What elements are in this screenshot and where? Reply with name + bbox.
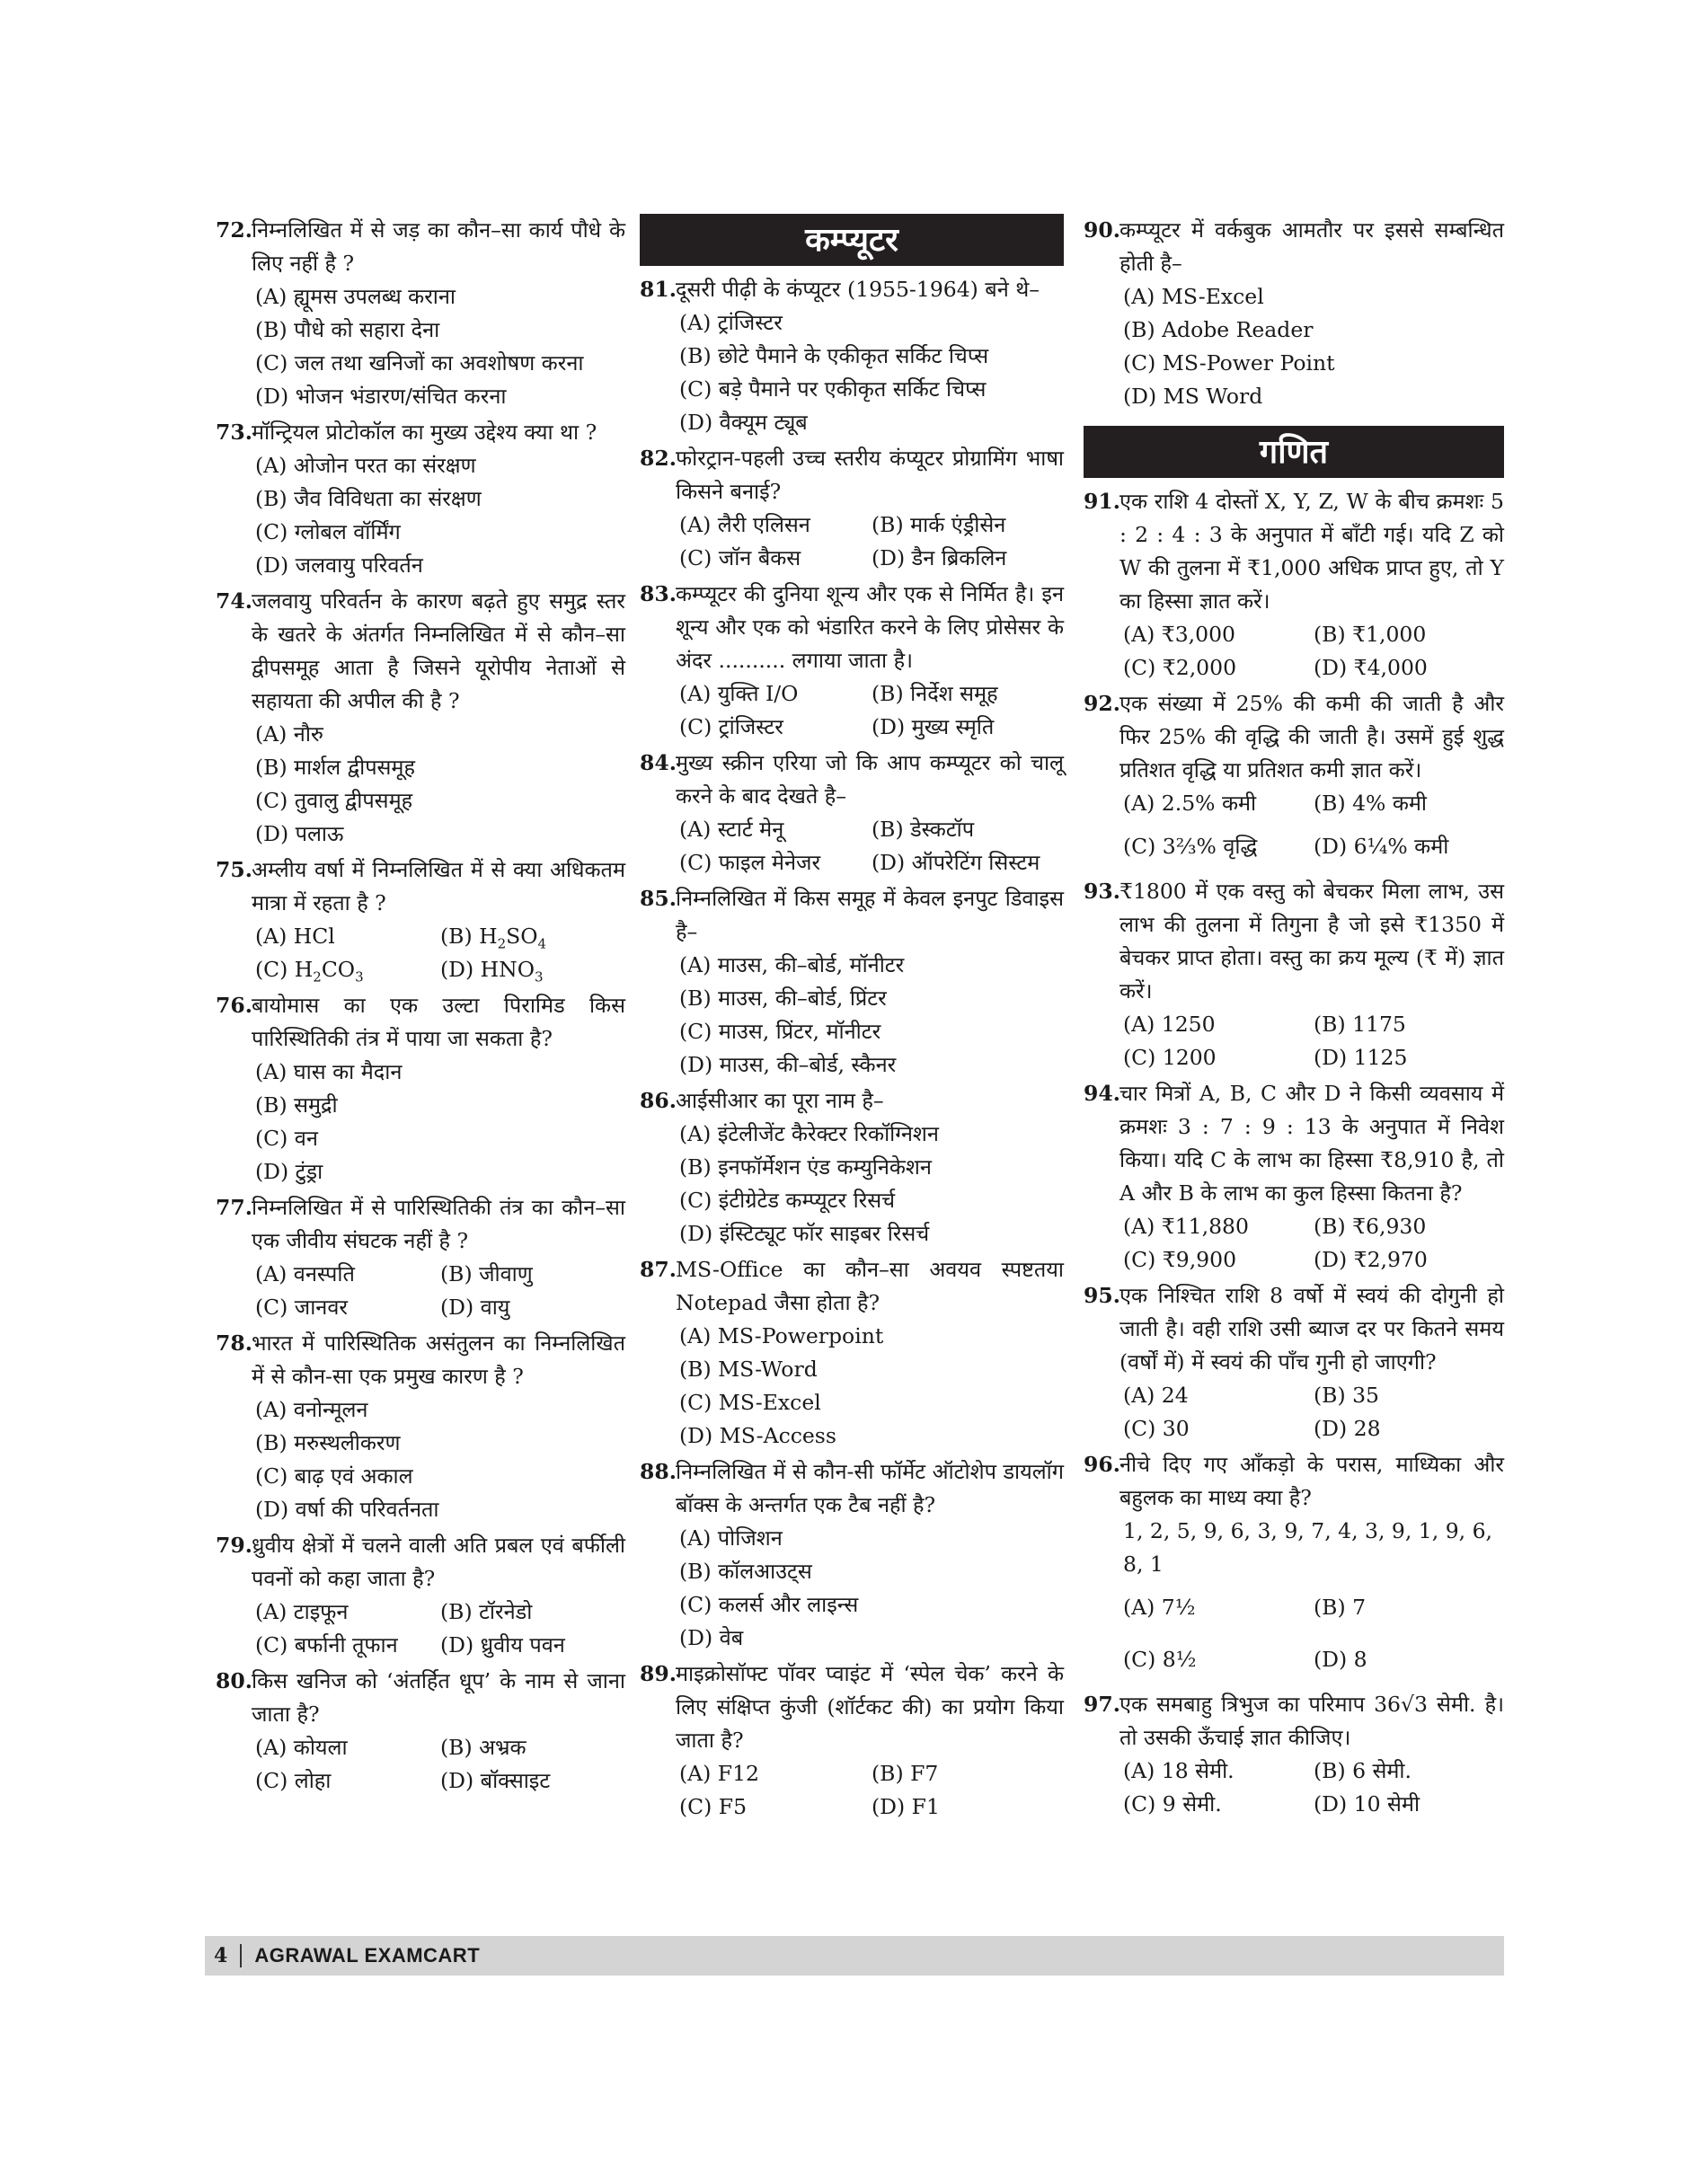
question-text: चार मित्रों A, B, C और D ने किसी व्यवसाय में क्रमशः 3 : 7 : 9 : 13 के अनुपात में निवेश किया। यदि C के लाभ का हिस्सा ₹8,910 है, तो A और B के लाभ का कुल हिस्सा कितना है? xyxy=(1119,1081,1504,1206)
formula-text: (D) HNO xyxy=(440,957,535,982)
option-c: (C) 8½ xyxy=(1123,1647,1197,1672)
question-text: ₹1800 में एक वस्तु को बेचकर मिला लाभ, उस लाभ की तुलना में तिगुना है जो इसे ₹1350 में बेचकर प्राप्त होता। वस्तु का क्रय मूल्य (₹ में) ज्ञात करें। xyxy=(1119,879,1504,1003)
option-c: (C) कलर्स और लाइन्स xyxy=(679,1592,859,1617)
option-c: (C) MS-Excel xyxy=(679,1390,821,1415)
option-d: (D) माउस, की–बोर्ड, स्कैनर xyxy=(679,1052,897,1077)
question-75 xyxy=(216,853,625,986)
option-c: (C) 9 सेमी. xyxy=(1123,1791,1222,1817)
option-c: (C) ट्रांजिस्टर xyxy=(679,714,783,739)
option-b: (B) पौधे को सहारा देना xyxy=(255,317,440,342)
option-b: (B) छोटे पैमाने के एकीकृत सर्किट चिप्स xyxy=(679,343,989,368)
option-d: (D) 28 xyxy=(1314,1416,1381,1441)
question-84 xyxy=(640,747,1064,880)
option-b xyxy=(440,920,625,953)
option-b: (B) F7 xyxy=(872,1761,939,1786)
option-d: (D) 6¼% कमी xyxy=(1314,834,1449,859)
question-number: 93. xyxy=(1084,879,1120,904)
data-series: 1, 2, 5, 9, 6, 3, 9, 7, 4, 3, 9, 1, 9, 6, 8, 1 xyxy=(1123,1518,1493,1577)
question-text: एक निश्चित राशि 8 वर्षो में स्वयं की दोगुनी हो जाती है। वही राशि उसी ब्याज दर पर कितने समय (वर्षों में) में स्वयं की पाँच गुनी हो जाएगी? xyxy=(1119,1283,1504,1375)
question-73 xyxy=(216,416,625,582)
question-text: मॉन्ट्रियल प्रोटोकॉल का मुख्य उद्देश्य क्या था ? xyxy=(252,420,597,445)
option-b: (B) मार्क एंड्रीसेन xyxy=(872,512,1006,537)
question-number: 87. xyxy=(640,1257,677,1282)
question-87 xyxy=(640,1253,1064,1453)
question-number: 95. xyxy=(1084,1283,1120,1308)
subscript: 3 xyxy=(355,968,364,986)
question-text: निम्नलिखित में किस समूह में केवल इनपुट डिवाइस है– xyxy=(676,886,1064,944)
option-c: (C) जानवर xyxy=(255,1295,349,1320)
option-a: (A) पोजिशन xyxy=(679,1525,783,1551)
option-d: (D) F1 xyxy=(872,1794,940,1819)
option-b: (B) इनफॉर्मेशन एंड कम्युनिकेशन xyxy=(679,1154,932,1180)
option-b: (B) 7 xyxy=(1314,1595,1367,1620)
option-d: (D) डैन ब्रिकलिन xyxy=(872,545,1007,570)
question-text: माइक्रोसॉफ्ट पॉवर प्वाइंट में ‘स्पेल चेक’ करने के लिए संक्षिप्त कुंजी (शॉर्टकट की) का प्रयोग किया जाता है? xyxy=(676,1661,1064,1753)
option-a: (A) युक्ति I/O xyxy=(679,681,799,706)
option-b: (B) 6 सेमी. xyxy=(1314,1758,1412,1783)
question-text: भारत में पारिस्थितिक असंतुलन का निम्नलिखित में से कौन-सा एक प्रमुख कारण है ? xyxy=(252,1330,625,1389)
question-number: 80. xyxy=(216,1668,252,1693)
option-d: (D) पलाऊ xyxy=(255,821,344,846)
option-a: (A) कोयला xyxy=(255,1735,348,1760)
footer-divider xyxy=(240,1944,242,1967)
option-c: (C) जल तथा खनिजों का अवशोषण करना xyxy=(255,350,584,376)
subscript: 2 xyxy=(497,935,507,952)
question-86 xyxy=(640,1084,1064,1251)
option-b: (B) 35 xyxy=(1314,1383,1379,1408)
question-77 xyxy=(216,1191,625,1324)
question-85 xyxy=(640,882,1064,1082)
option-c: (C) ₹2,000 xyxy=(1123,655,1237,680)
option-a: (A) लैरी एलिसन xyxy=(679,512,810,537)
question-76 xyxy=(216,989,625,1189)
option-c: (C) वन xyxy=(255,1126,318,1151)
option-d: (D) मुख्य स्मृति xyxy=(872,714,995,739)
question-text: एक समबाहु त्रिभुज का परिमाप 36√3 सेमी. है। तो उसकी ऊँचाई ज्ञात कीजिए। xyxy=(1119,1692,1504,1750)
question-text: किस खनिज को ‘अंतर्हित धूप’ के नाम से जाना जाता है? xyxy=(252,1668,625,1727)
question-text: आईसीआर का पूरा नाम है– xyxy=(676,1088,884,1113)
question-92 xyxy=(1084,687,1504,872)
question-88 xyxy=(640,1455,1064,1655)
option-d: (D) जलवायु परिवर्तन xyxy=(255,553,423,578)
option-a: (A) ह्यूमस उपलब्ध कराना xyxy=(255,284,456,309)
question-number: 76. xyxy=(216,993,252,1018)
option-a: (A) घास का मैदान xyxy=(255,1059,403,1084)
question-text: ध्रुवीय क्षेत्रों में चलने वाली अति प्रबल एवं बर्फीली पवनों को कहा जाता है? xyxy=(252,1533,625,1591)
option-b: (B) जीवाणु xyxy=(440,1261,533,1286)
question-79 xyxy=(216,1529,625,1662)
option-c: (C) लोहा xyxy=(255,1768,332,1793)
question-number: 92. xyxy=(1084,691,1120,716)
option-b: (B) ₹1,000 xyxy=(1314,622,1427,647)
section-heading-computer: कम्प्यूटर xyxy=(640,214,1064,266)
question-97 xyxy=(1084,1688,1504,1821)
option-a: (A) MS-Excel xyxy=(1123,284,1264,309)
formula-text: CO xyxy=(321,957,356,982)
option-d: (D) MS Word xyxy=(1123,384,1263,409)
option-b: (B) कॉलआउट्स xyxy=(679,1559,812,1584)
page-number: 4 xyxy=(214,1944,228,1967)
question-text: अम्लीय वर्षा में निम्नलिखित में से क्या अधिकतम मात्रा में रहता है ? xyxy=(252,857,625,915)
option-d: (D) 1125 xyxy=(1314,1045,1408,1070)
option-a: (A) स्टार्ट मेनू xyxy=(679,817,784,842)
option-c: (C) बर्फानी तूफान xyxy=(255,1632,398,1658)
question-number: 73. xyxy=(216,420,252,445)
option-a: (A) वनोन्मूलन xyxy=(255,1397,368,1422)
question-text: फोरट्रान-पहली उच्च स्तरीय कंप्यूटर प्रोग्रामिंग भाषा किसने बनाई? xyxy=(676,446,1064,504)
option-b: (B) मरुस्थलीकरण xyxy=(255,1430,401,1455)
option-c: (C) तुवालु द्वीपसमूह xyxy=(255,788,413,813)
option-d: (D) 8 xyxy=(1314,1647,1367,1672)
column-3 xyxy=(1084,214,1504,1824)
option-c: (C) 30 xyxy=(1123,1416,1190,1441)
question-number: 89. xyxy=(640,1661,677,1686)
option-d: (D) वेब xyxy=(679,1625,744,1650)
option-d: (D) बॉक्साइट xyxy=(440,1768,551,1793)
option-c: (C) बड़े पैमाने पर एकीकृत सर्किट चिप्स xyxy=(679,376,987,402)
option-d: (D) इंस्टिट्यूट फॉर साइबर रिसर्च xyxy=(679,1221,930,1246)
option-b: (B) मार्शल द्वीपसमूह xyxy=(255,755,415,780)
question-number: 90. xyxy=(1084,217,1120,243)
question-number: 82. xyxy=(640,446,677,471)
question-number: 91. xyxy=(1084,489,1120,514)
option-b: (B) निर्देश समूह xyxy=(872,681,998,706)
question-text: निम्नलिखित में से कौन-सी फॉर्मेट ऑटोशेप डायलॉग बॉक्स के अन्तर्गत एक टैब नहीं है? xyxy=(676,1459,1064,1517)
option-a: (A) 18 सेमी. xyxy=(1123,1758,1235,1783)
option-c: (C) ₹9,900 xyxy=(1123,1247,1237,1272)
option-d: (D) MS-Access xyxy=(679,1423,836,1448)
option-b: (B) अभ्रक xyxy=(440,1735,527,1760)
option-c: (C) MS-Power Point xyxy=(1123,350,1335,376)
question-text: जलवायु परिवर्तन के कारण बढ़ते हुए समुद्र स्तर के खतरे के अंतर्गत निम्नलिखित में से कौन–सा द्वीपसमूह आता है जिसने यूरोपीय नेताओं से सहायता की अपील की है ? xyxy=(252,588,625,713)
option-b: (B) माउस, की–बोर्ड, प्रिंटर xyxy=(679,986,887,1011)
option-d: (D) ध्रुवीय पवन xyxy=(440,1632,565,1658)
question-number: 94. xyxy=(1084,1081,1120,1106)
option-a: (A) 2.5% कमी xyxy=(1123,791,1257,816)
option-d: (D) वैक्यूम ट्यूब xyxy=(679,410,808,435)
option-a: (A) ट्रांजिस्टर xyxy=(679,310,783,335)
column-2 xyxy=(640,214,1064,1826)
option-c xyxy=(255,953,440,986)
option-b: (B) 4% कमी xyxy=(1314,791,1428,816)
question-text: दूसरी पीढ़ी के कंप्यूटर (1955-1964) बने थे– xyxy=(676,277,1040,302)
question-text: बायोमास का एक उल्टा पिरामिड किस पारिस्थितिकी तंत्र में पाया जा सकता है? xyxy=(252,993,625,1051)
option-a: (A) F12 xyxy=(679,1761,759,1786)
question-text: नीचे दिए गए आँकड़ो के परास, माध्यिका और बहुलक का माध्य क्या है? xyxy=(1119,1452,1504,1510)
option-d: (D) वर्षा की परिवर्तनता xyxy=(255,1497,439,1522)
option-a: (A) HCl xyxy=(255,924,335,949)
question-text: कम्प्यूटर की दुनिया शून्य और एक से निर्मित है। इन शून्य और एक को भंडारित करने के लिए प्रोसेसर के अंदर .......... लगाया जाता है। xyxy=(676,581,1064,673)
question-78 xyxy=(216,1327,625,1526)
question-94 xyxy=(1084,1077,1504,1277)
option-d: (D) भोजन भंडारण/संचित करना xyxy=(255,384,507,409)
question-74 xyxy=(216,585,625,851)
column-1 xyxy=(216,214,625,1800)
option-d: (D) 10 सेमी xyxy=(1314,1791,1420,1817)
question-text: एक संख्या में 25% की कमी की जाती है और फिर 25% की वृद्धि की जाती है। उसमें हुई शुद्ध प्रतिशत वृद्धि या प्रतिशत कमी ज्ञात करें। xyxy=(1119,691,1504,782)
question-number: 72. xyxy=(216,217,252,243)
question-number: 74. xyxy=(216,588,252,614)
question-number: 78. xyxy=(216,1330,252,1356)
option-a: (A) टाइफून xyxy=(255,1599,349,1624)
option-b: (B) डेस्कटॉप xyxy=(872,817,975,842)
question-number: 86. xyxy=(640,1088,677,1113)
question-number: 84. xyxy=(640,750,677,775)
question-82 xyxy=(640,442,1064,575)
subscript: 3 xyxy=(534,968,544,986)
option-a: (A) नौरु xyxy=(255,721,323,747)
option-d: (D) ₹4,000 xyxy=(1314,655,1428,680)
question-number: 85. xyxy=(640,886,677,911)
option-c: (C) बाढ़ एवं अकाल xyxy=(255,1463,413,1489)
option-b: (B) समुद्री xyxy=(255,1092,338,1118)
subscript: 4 xyxy=(537,935,547,952)
question-83 xyxy=(640,578,1064,744)
question-text: MS-Office का कौन–सा अवयव स्पष्टतया Notepad जैसा होता है? xyxy=(676,1257,1064,1315)
option-c: (C) F5 xyxy=(679,1794,748,1819)
question-text: निम्नलिखित में से पारिस्थितिकी तंत्र का कौन–सा एक जीवीय संघटक नहीं है ? xyxy=(252,1195,625,1253)
question-number: 75. xyxy=(216,857,252,882)
option-c: (C) इंटीग्रेटेड कम्प्यूटर रिसर्च xyxy=(679,1188,896,1213)
formula-text: (B) H xyxy=(440,924,498,949)
page-footer xyxy=(205,1936,1504,1976)
question-number: 97. xyxy=(1084,1692,1120,1717)
section-heading-math: गणित xyxy=(1084,426,1504,478)
question-number: 81. xyxy=(640,277,677,302)
option-b: (B) Adobe Reader xyxy=(1123,317,1314,342)
formula-text: SO xyxy=(506,924,538,949)
subscript: 2 xyxy=(313,968,322,986)
option-c: (C) फाइल मेनेजर xyxy=(679,850,821,875)
option-a: (A) इंटेलीजेंट कैरेक्टर रिकॉग्निशन xyxy=(679,1121,939,1146)
option-d xyxy=(440,953,625,986)
question-72 xyxy=(216,214,625,413)
option-d: (D) ₹2,970 xyxy=(1314,1247,1428,1272)
option-a: (A) MS-Powerpoint xyxy=(679,1323,884,1348)
question-81 xyxy=(640,273,1064,439)
question-text: कम्प्यूटर में वर्कबुक आमतौर पर इससे सम्बन्धित होती है– xyxy=(1119,217,1504,276)
option-c: (C) 1200 xyxy=(1123,1045,1217,1070)
brand-logo: AGRAWAL EXAMCART xyxy=(254,1944,481,1967)
option-a: (A) माउस, की–बोर्ड, मॉनीटर xyxy=(679,952,905,977)
question-93 xyxy=(1084,875,1504,1074)
option-b: (B) MS-Word xyxy=(679,1357,818,1382)
option-b: (B) टॉरनेडो xyxy=(440,1599,533,1624)
option-d: (D) ऑपरेटिंग सिस्टम xyxy=(872,850,1040,875)
option-b: (B) ₹6,930 xyxy=(1314,1214,1427,1239)
question-91 xyxy=(1084,485,1504,685)
option-d: (D) वायु xyxy=(440,1295,510,1320)
option-a: (A) 24 xyxy=(1123,1383,1189,1408)
option-a: (A) 7½ xyxy=(1123,1595,1196,1620)
option-a: (A) वनस्पति xyxy=(255,1261,355,1286)
option-b: (B) 1175 xyxy=(1314,1012,1406,1037)
question-text: निम्नलिखित में से जड़ का कौन–सा कार्य पौधे के लिए नहीं है ? xyxy=(252,217,625,276)
question-80 xyxy=(216,1665,625,1798)
option-a: (A) ₹11,880 xyxy=(1123,1214,1249,1239)
question-96 xyxy=(1084,1448,1504,1685)
question-89 xyxy=(640,1658,1064,1824)
option-c: (C) ग्लोबल वॉर्मिंग xyxy=(255,519,401,544)
question-90 xyxy=(1084,214,1504,413)
question-number: 79. xyxy=(216,1533,252,1558)
question-text: मुख्य स्क्रीन एरिया जो कि आप कम्प्यूटर को चालू करने के बाद देखते है– xyxy=(676,750,1064,809)
option-a: (A) 1250 xyxy=(1123,1012,1216,1037)
option-b: (B) जैव विविधता का संरक्षण xyxy=(255,486,482,511)
question-number: 77. xyxy=(216,1195,252,1220)
question-number: 83. xyxy=(640,581,677,606)
option-a: (A) ओजोन परत का संरक्षण xyxy=(255,453,476,478)
question-number: 88. xyxy=(640,1459,677,1484)
question-95 xyxy=(1084,1279,1504,1445)
formula-text: (C) H xyxy=(255,957,314,982)
option-c: (C) माउस, प्रिंटर, मॉनीटर xyxy=(679,1019,881,1044)
option-a: (A) ₹3,000 xyxy=(1123,622,1236,647)
question-text: एक राशि 4 दोस्तों X, Y, Z, W के बीच क्रमशः 5 : 2 : 4 : 3 के अनुपात में बाँटी गई। यदि Z को W की तुलना में ₹1,000 अधिक प्राप्त हुए, तो Y का हिस्सा ज्ञात करें। xyxy=(1119,489,1504,614)
option-c: (C) जॉन बैकस xyxy=(679,545,801,570)
option-d: (D) टुंड्रा xyxy=(255,1159,323,1184)
question-number: 96. xyxy=(1084,1452,1120,1477)
option-c: (C) 3⅔% वृद्धि xyxy=(1123,834,1258,859)
